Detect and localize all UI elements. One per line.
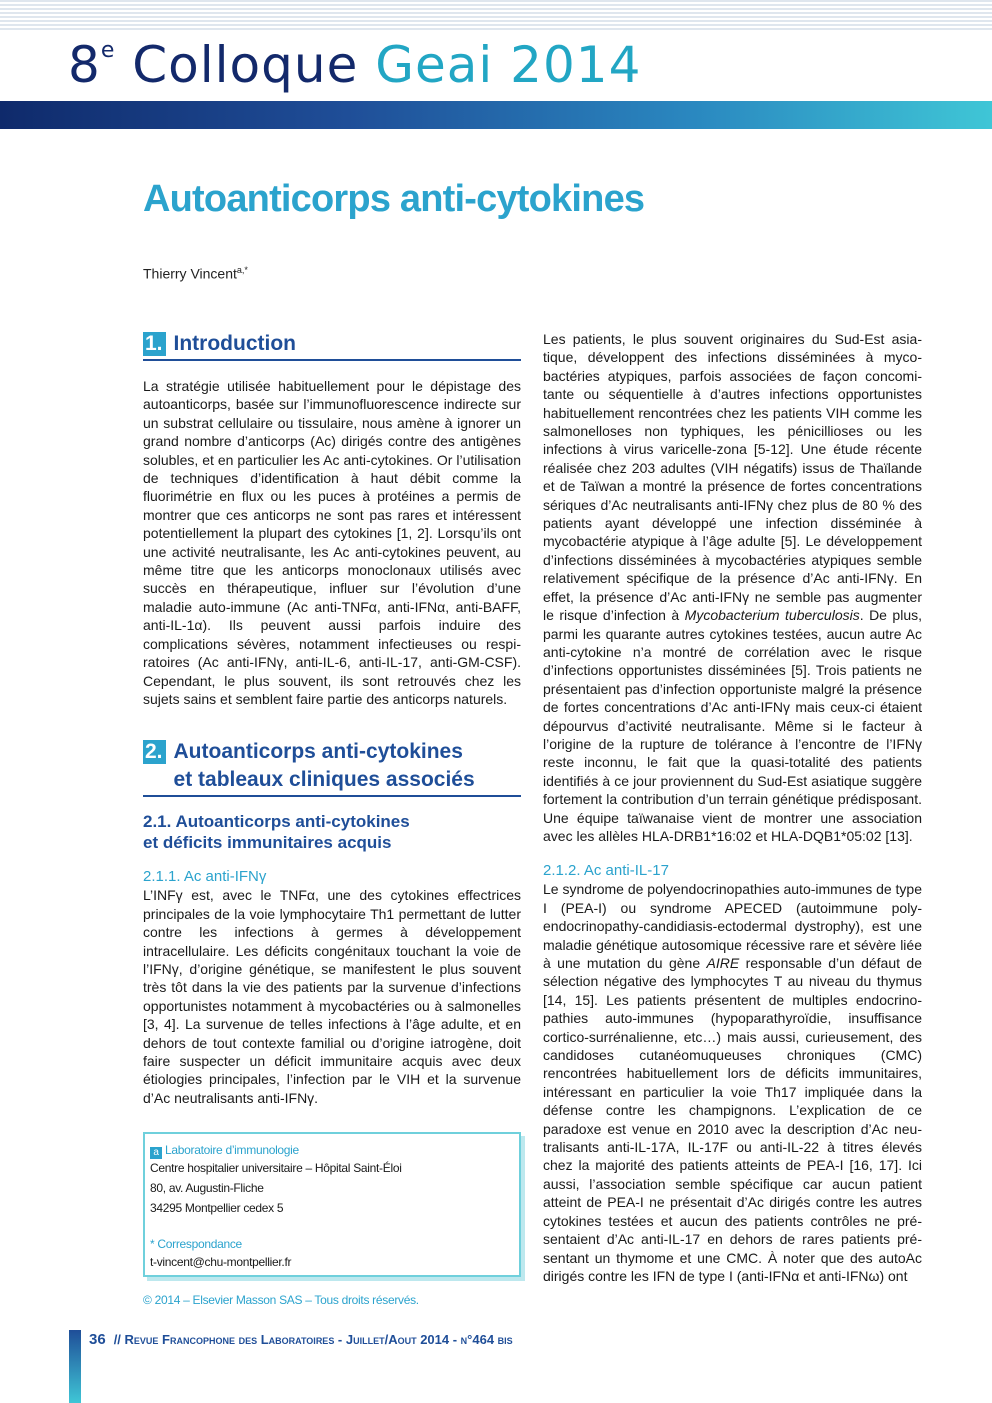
affiliation-street: 80, av. Augustin-Fliche: [150, 1181, 264, 1195]
author-name: Thierry Vincent: [143, 265, 237, 282]
subsection-2-1-2-part-a: Le syndrome de polyendocrinopathies auto-immunes de type I (PEA-I) ou syndrome APECED (autoimmune polyendocrinopathy-candidiasis-ectodermal dystrophy), est une maladie génétique autosomique récessive rare et sévère liée à une mutation du gène: [543, 881, 923, 971]
right-paragraph-1-italic: Mycobacterium tuberculosis: [684, 607, 860, 624]
subsection-2-1-title-line-2: et déficits immunitaires acquis: [143, 833, 392, 853]
article-title: Autoanticorps anti-cytokines: [143, 178, 645, 220]
header-stripes: [0, 0, 992, 30]
colloque-number: 8: [68, 36, 101, 94]
correspondence-label: * Correspondance: [150, 1237, 242, 1251]
colloque-title: [68, 34, 641, 96]
subsection-2-1-1-text: L’INFγ est, avec le TNFα, une des cytokines effectrices principales de la voie lymphocytaire Th1 permettant de lutter contre les infections à germes à développement intracellulaire. Les déficits congénitaux touchant la voie de l’IFNγ, d’origine génétique, se manifestent le plus souvent très tôt dans la vie des patients par la survenue d’infections opportunistes notamment à mycobactéries ou à salmonelles [3, 4]. La survenue de telles infections à l’âge adulte, et en dehors de tout contexte familial ou d’origine iatrogène, doit faire suspecter un déficit immunitaire acquis avec deux étiologies principales, l’infection par le VIH et la survenue d’Ac neutralisants anti-IFNγ.: [143, 887, 521, 1106]
subsection-2-1-heading: [143, 811, 521, 853]
right-paragraph-1-part-b: . De plus, parmi les quarante autres cytokines testées, aucun autre Ac anti-cytokine n’a montré de corrélation avec le risque d’infections opportunistes disséminées [5]. Trois patients ne présentaient pas d’infection opportuniste malgré la présence de fortes concentrations d’Ac anti-IFNγ mais ceux-ci étaient dépourvus d’activité neutralisante. Même si le facteur à l’origine de la rupture de tolérance à l’encontre de l’IFNγ reste inconnu, le fait que la quasi-totalité des patients identifiés à ce jour proviennent du Sud-Est asiatique suggère fortement la contribution d’un terrain génétique prédisposant. Une équipe taïwanaise vient de montrer une association avec les allèles HLA-DRB1*16:02 et HLA-DQB1*05:02 [13].: [543, 607, 922, 844]
section-1-text: La stratégie utilisée habituellement pour le dépistage des autoanticorps, basée sur l’immunofluorescence indirecte sur un substrat cellulaire ou tissulaire, nous amène à ignorer un grand nombre d’anticorps (Ac) dirigés contre des antigènes solubles, et en particulier les Ac anti-cytokines. Or l’utilisation de techniques d’identification à haut débit comme la fluorimétrie en flux ou les puces à protéines a permis de montrer que ces anticorps ne sont pas rares et intéressent potentiellement la plupart des cytokines [1, 2]. Lorsqu’ils ont une activité neutralisante, les Ac anti-cytokines peuvent, au même titre que les anticorps monoclonaux utilisés avec succès en thérapeutique, influer sur l’évolution d’une maladie auto-immune (Ac anti-TNFα, anti-IFNα, anti-BAFF, anti-IL-1α). Ils peuvent aussi parfois induire des complications sévères, notamment infectieuses ou respiratoires (Ac anti-IFNγ, anti-IL-6, anti-IL-17, anti-GM-CSF). Cependant, le plus souvent, ils sont retrouvés chez les sujets sains et semblent faire partie des anticorps naturels.: [143, 378, 521, 707]
section-1-number: 1.: [143, 332, 166, 356]
subsection-2-1-2-italic: AIRE: [706, 955, 740, 971]
page-number: 36: [89, 1331, 106, 1348]
section-2-heading: [143, 738, 521, 797]
author-affiliation-sup: a,*: [236, 265, 248, 275]
subsection-2-1-2-text: [543, 880, 922, 1285]
affiliation-marker: a: [150, 1147, 162, 1159]
colloque-sup: e: [100, 38, 116, 63]
section-1-title: Introduction: [173, 332, 296, 355]
footer-vertical-bar: [69, 1330, 81, 1403]
affiliation-lab: Laboratoire d’immunologie: [165, 1143, 299, 1157]
section-2-title-line-1: Autoanticorps anti-cytokines: [173, 740, 463, 764]
left-column: [143, 330, 521, 1107]
footer: [89, 1330, 513, 1349]
header-gradient-bar: [0, 101, 992, 129]
section-2-number: 2.: [143, 740, 166, 764]
subsection-2-1-title-line-1: 2.1. Autoanticorps anti-cytokines: [143, 812, 410, 832]
subsection-2-1-2-part-b: responsable d’un défaut de sélection négative des lymphocytes T au niveau du thymus [14, 15]. Les patients présentent de multiples endocrinopathies auto-immunes (hypoparathyroïdie, insuffisance cortico-surrénalienne, etc…) mais aussi, curieusement, des candidoses cutanéomuqueuses chroniques (CMC) rencontrées habituellement lors de déficits immunitaires, intéressant en particulier la voie Th17 impliquée dans la défense contre les champignons. L’explication de ce paradoxe est venue en 2010 avec la description d’Ac neutralisants anti-IL-17A, IL-17F ou anti-IL-22 à titres élevés chez la majorité des patients atteints de PEA-I [16, 17]. Ici aussi, l’association semble spécifique car aucun patient atteint de PEA-I ne présentait d’Ac dirigés contre les autres cytokines testées et aucun des patients contrôles ne présentaient d’Ac anti-IL-17 en dehors de rares patients présentant un thymome et une CMC. À noter que des autoAc dirigés contre les IFN de type I (anti-IFNα et anti-IFNω) ont: [543, 955, 922, 1284]
section-2-title: [174, 738, 475, 794]
colloque-geai: Geai 2014: [375, 36, 642, 94]
right-paragraph-1: [543, 330, 922, 845]
right-column: [543, 330, 922, 1285]
affiliation-lab-line: [150, 1141, 514, 1159]
right-paragraph-1-part-a: Les patients, le plus souvent originaires du Sud-Est asiatique, développent des infections disséminées à mycobactéries atypiques, parfois associées de façon concomitante ou séquentielle à d’autres infections opportunistes habituellement rencontrées chez les patients VIH comme les salmonelloses non typhiques, les pénicillioses ou les infections à virus varicelle-zona [5-12]. Une étude récente réalisée chez 203 adultes (VIH négatifs) issus de Thaïlande et de Taïwan a montré la présence de fortes concentrations sériques d’Ac neutralisants anti-IFNγ chez plus de 80 % des patients ayant développé une infection disséminée à mycobactérie atypique à l’âge adulte [5]. Le développement d’infections disséminées à mycobactéries atypiques semble relativement spécifique de la présence d’Ac anti-IFNγ. En effet, la présence d’Ac anti-IFNγ ne semble pas augmenter le risque d’infection à: [543, 331, 922, 624]
affiliation-city: 34295 Montpellier cedex 5: [150, 1201, 284, 1215]
copyright: © 2014 – Elsevier Masson SAS – Tous droits réservés.: [143, 1293, 419, 1307]
subsection-2-1-1-heading: 2.1.1. Ac anti-IFNγ: [143, 868, 267, 886]
affiliation-hospital: Centre hospitalier universitaire – Hôpital Saint-Éloi: [150, 1161, 402, 1175]
journal-reference: // Revue Francophone des Laboratoires - Juillet/Aout 2014 - n°464 bis: [113, 1332, 513, 1347]
section-2-title-line-2: et tableaux cliniques associés: [173, 768, 475, 792]
affiliation-box: [143, 1132, 521, 1277]
author: [143, 261, 248, 283]
section-1-heading: [143, 330, 521, 361]
colloque-name: Colloque: [132, 36, 376, 94]
correspondence-email[interactable]: t-vincent@chu-montpellier.fr: [150, 1255, 292, 1269]
subsection-2-1-2-heading: 2.1.2. Ac anti-IL-17: [543, 862, 669, 880]
